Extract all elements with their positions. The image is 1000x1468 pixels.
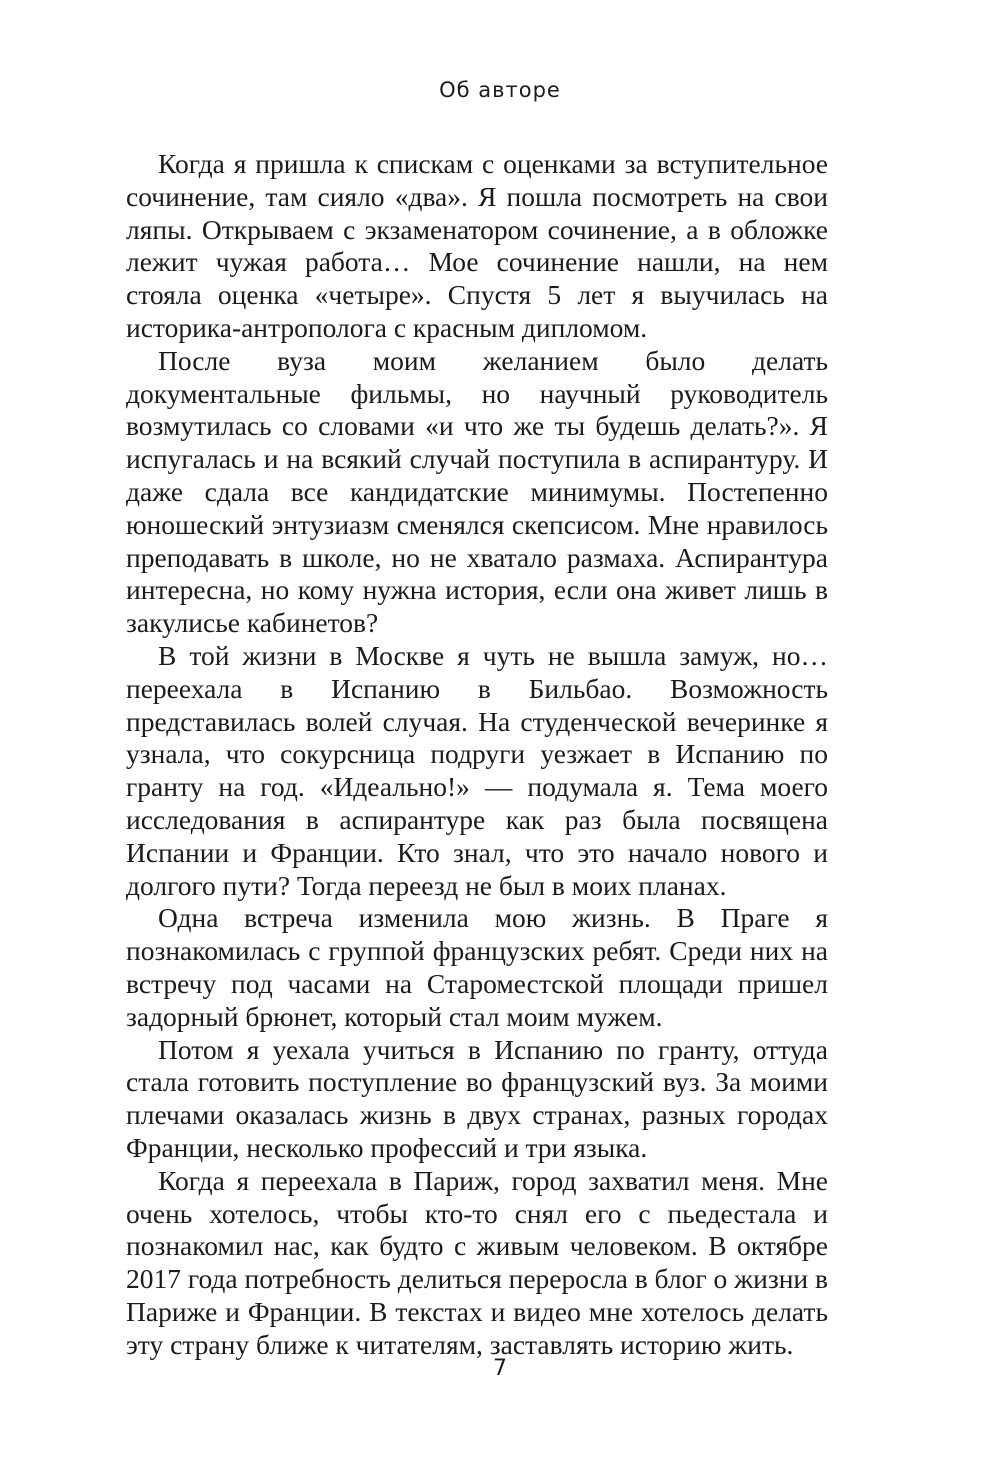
paragraph: Когда я переехала в Париж, город захватил меня. Мне очень хотелось, чтобы кто-то снял его с пьедестала и познакомил нас, как будто с живым человеком. В октябре 2017 года потребность делиться переросла в блог о жизни в Париже и Франции. В текстах и видео мне хотелось делать эту страну ближе к читателям, заставлять историю жить. [126, 1164, 828, 1360]
running-header: Об авторе [439, 78, 561, 102]
paragraph: После вуза моим желанием было делать документальные фильмы, но научный руководитель возмутилась со словами «и что же ты будешь делать?». Я испугалась и на всякий случай поступила в аспирантуру. И даже сдала все кандидатские минимумы. Постепенно юношеский энтузиазм сменялся скепсисом. Мне нравилось преподавать в школе, но не хватало размаха. Аспирантура интересна, но кому нужна история, если она живет лишь в закулисье кабинетов? [126, 344, 828, 639]
paragraph: Одна встреча изменила мою жизнь. В Праге я познакомилась с группой французских ребят. Среди них на встречу под часами на Староместской площади пришел задорный брюнет, который стал моим мужем. [126, 902, 828, 1032]
body-text [126, 148, 828, 1361]
paragraph: В той жизни в Москве я чуть не вышла замуж, но… переехала в Испанию в Бильбао. Возможность представилась волей случая. На студенческой вечеринке я узнала, что сокурсница подруги уезжает в Испанию по гранту на год. «Идеально!» — подумала я. Тема моего исследования в аспирантуре как раз была посвящена Испании и Франции. Кто знал, что это начало нового и долгого пути? Тогда переезд не был в моих планах. [126, 639, 828, 901]
paragraph: Когда я пришла к спискам с оценками за вступительное сочинение, там сияло «два». Я пошла посмотреть на свои ляпы. Открываем с экзаменатором сочинение, а в обложке лежит чужая работа… Мое сочинение нашли, на нем стояла оценка «четыре». Спустя 5 лет я выучилась на историка-антрополога с красным дипломом. [126, 148, 828, 343]
paragraph: Потом я уехала учиться в Испанию по гранту, оттуда стала готовить поступление во французский вуз. За моими плечами оказалась жизнь в двух странах, разных городах Франции, несколько профессий и три языка. [126, 1033, 828, 1163]
page-number: 7 [493, 1356, 507, 1381]
